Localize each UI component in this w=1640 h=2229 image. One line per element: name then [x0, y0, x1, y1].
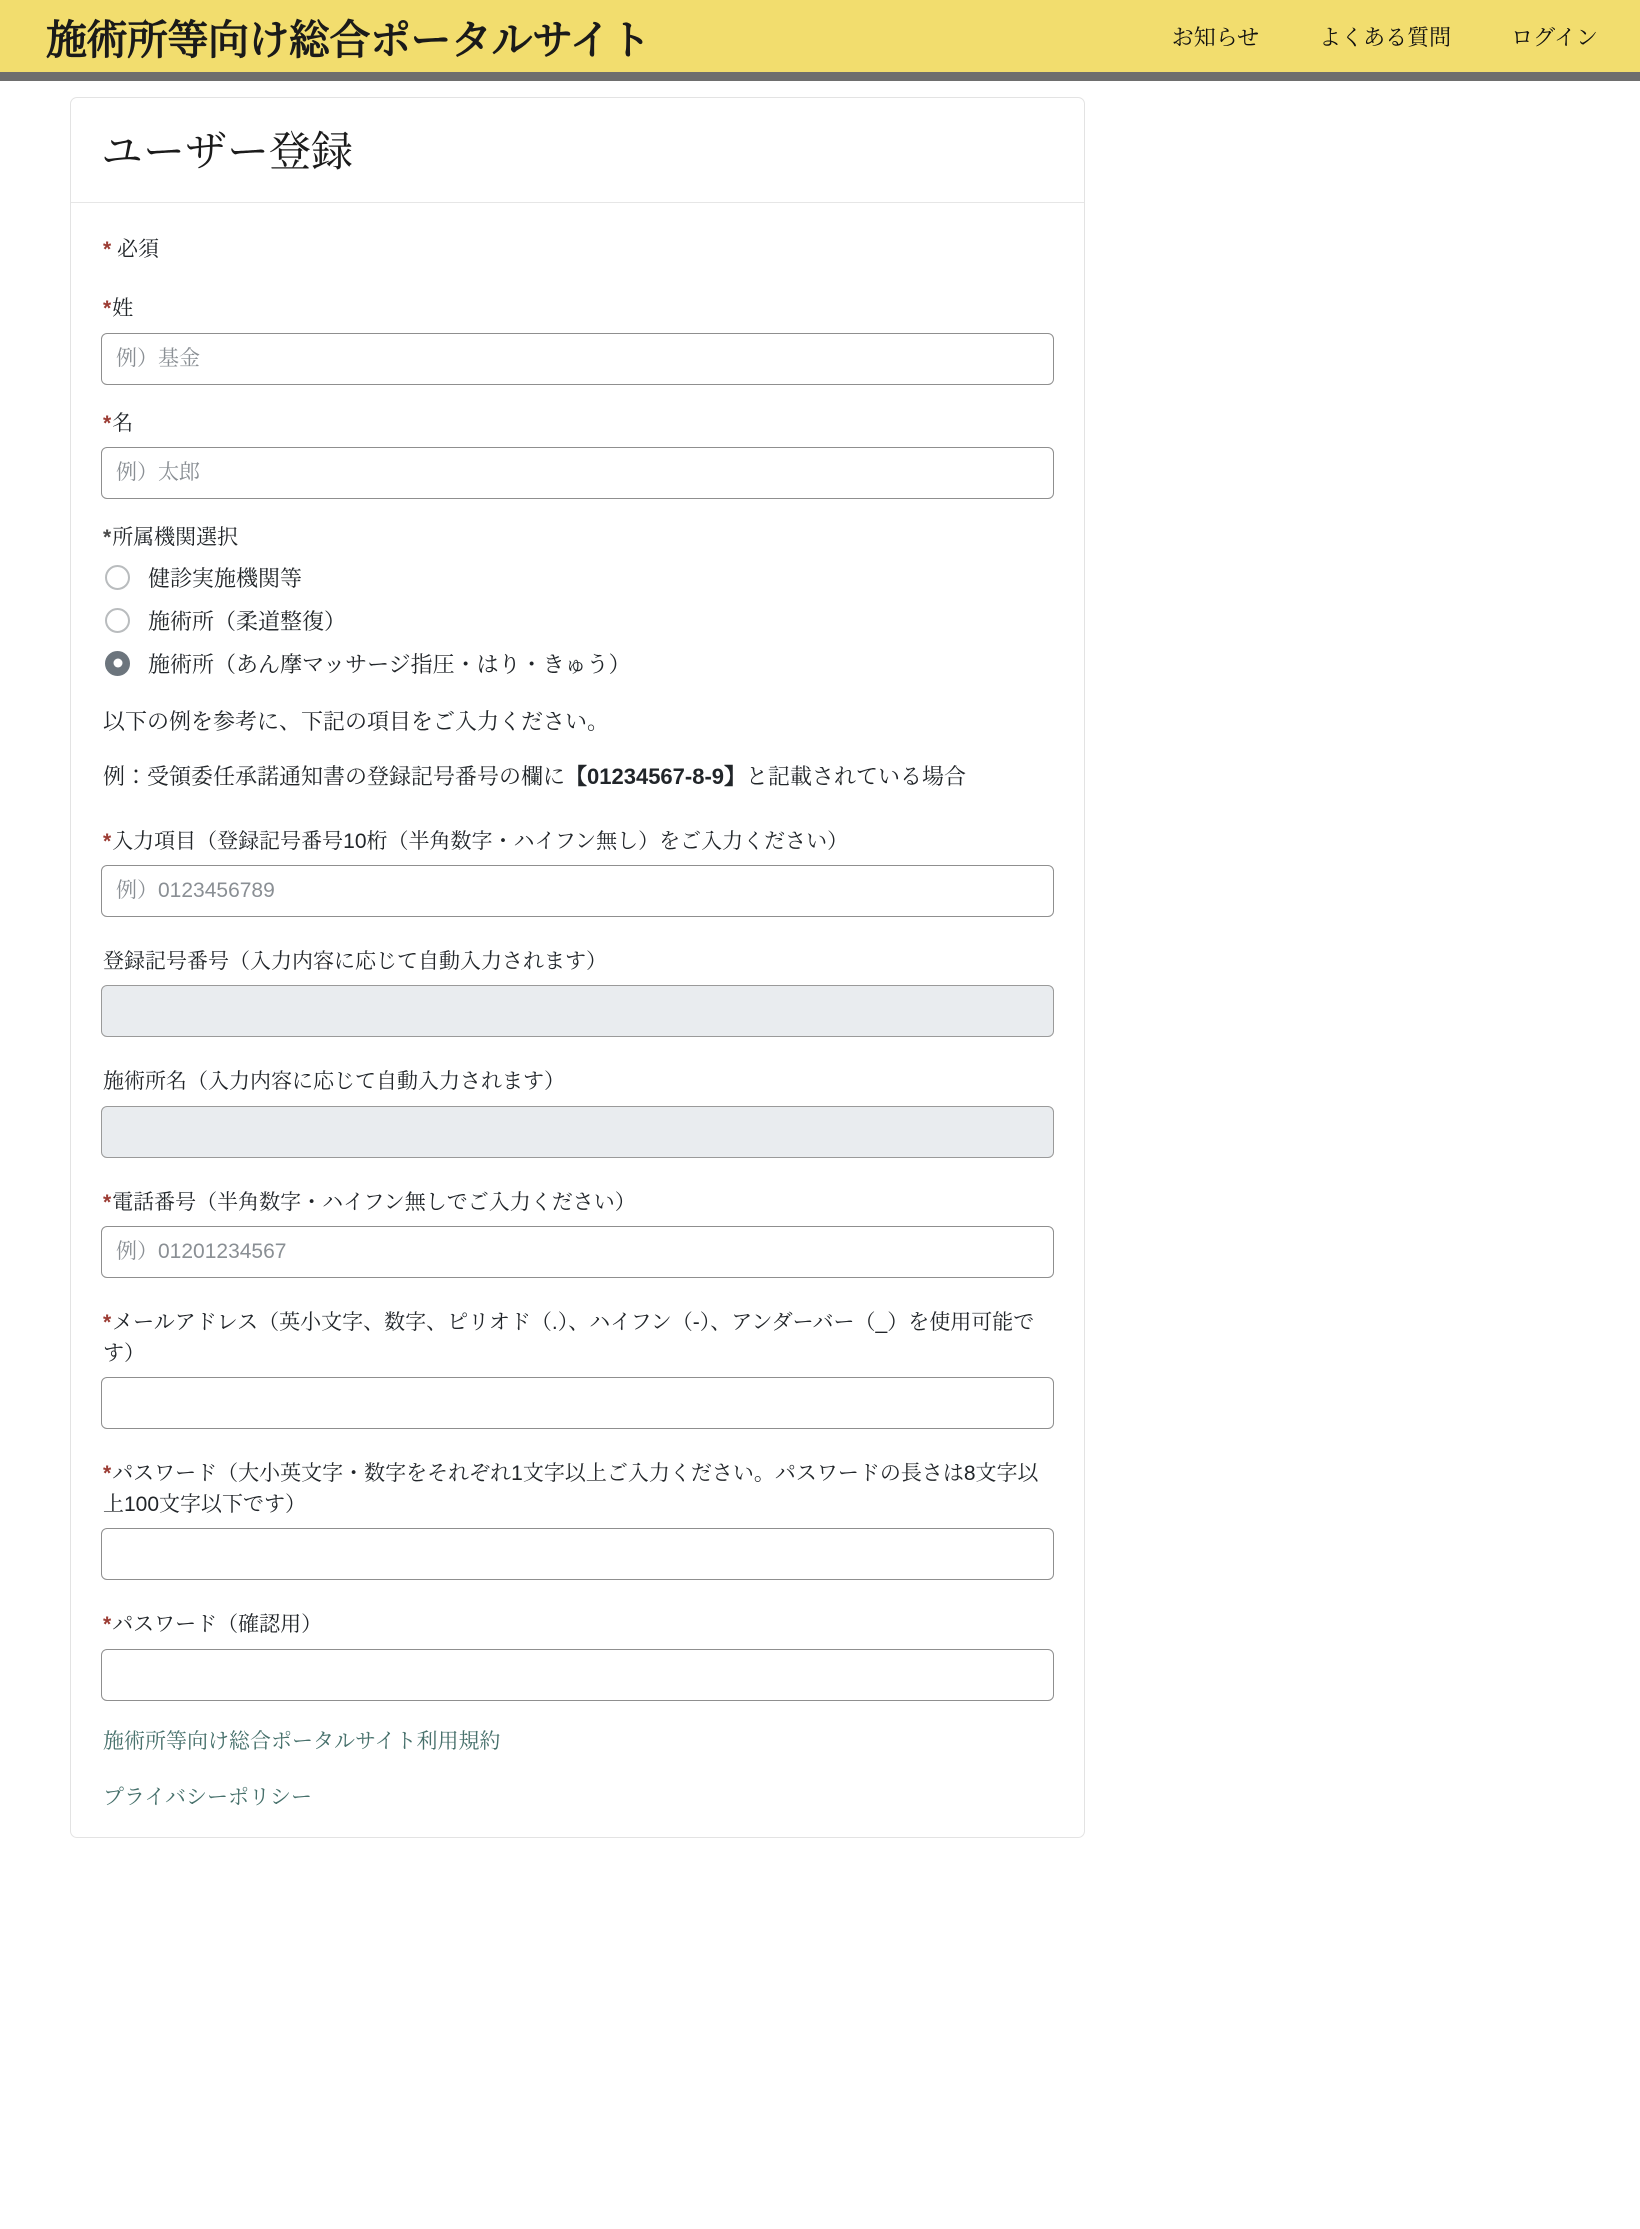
header-nav	[1172, 21, 1598, 52]
field-first-name	[101, 409, 1054, 499]
required-legend	[103, 239, 1054, 260]
required-asterisk: *	[103, 1311, 112, 1335]
terms-link-row	[103, 1725, 1054, 1755]
terms-of-use-link[interactable]: 施術所等向け総合ポータルサイト利用規約	[103, 1729, 501, 1753]
affiliation-radio-group	[105, 562, 1054, 679]
field-last-name	[101, 294, 1054, 384]
nav-link-news[interactable]: お知らせ	[1171, 24, 1260, 50]
label-registration-input-text: 入力項目（登録記号番号10桁（半角数字・ハイフン無し）をご入力ください）	[112, 829, 849, 853]
label-registration-number: 登録記号番号（入力内容に応じて自動入力されます）	[103, 950, 607, 974]
site-title: 施術所等向け総合ポータルサイト	[46, 16, 651, 63]
registration-form	[71, 203, 1084, 1836]
radio-option-kenshin[interactable]	[105, 562, 1054, 593]
registration-number-input[interactable]	[101, 985, 1054, 1037]
field-password-confirm	[101, 1610, 1054, 1700]
field-affiliation	[101, 523, 1054, 678]
required-asterisk: *	[103, 1613, 112, 1637]
radio-circle-selected-icon[interactable]	[105, 651, 130, 676]
label-registration-input	[103, 827, 1054, 857]
field-password	[101, 1459, 1054, 1580]
required-asterisk: *	[103, 829, 112, 853]
explain-line-2	[103, 760, 1054, 793]
radio-option-anma[interactable]	[105, 648, 1054, 679]
required-asterisk: *	[103, 297, 112, 321]
first-name-input[interactable]	[101, 447, 1054, 499]
privacy-link-row	[103, 1781, 1054, 1811]
label-first-name-text: 名	[112, 411, 134, 435]
field-clinic-name	[101, 1067, 1054, 1157]
field-phone	[101, 1188, 1054, 1278]
required-legend-label: 必須	[117, 238, 160, 262]
radio-option-judo[interactable]	[105, 605, 1054, 636]
label-first-name	[103, 409, 1054, 439]
page-title: ユーザー登録	[101, 128, 354, 175]
label-password-confirm	[103, 1610, 1054, 1640]
label-password-text: パスワード（大小英文字・数字をそれぞれ1文字以上ご入力ください。パスワードの長さは8文字以上100文字以下です）	[103, 1462, 1039, 1516]
card-header	[71, 98, 1084, 203]
field-email	[101, 1308, 1054, 1429]
radio-circle-icon[interactable]	[105, 608, 130, 633]
required-asterisk: *	[103, 238, 112, 262]
explain-line-2-number: 【01234567-8-9】	[565, 763, 747, 789]
password-field[interactable]	[101, 1528, 1054, 1580]
header-divider	[0, 72, 1640, 81]
label-affiliation-text: 所属機関選択	[112, 526, 239, 550]
registration-card	[70, 97, 1085, 1838]
explain-line-2-post: と記載されている場合	[746, 763, 967, 789]
email-field[interactable]	[101, 1377, 1054, 1429]
site-header	[0, 0, 1640, 72]
radio-label-anma: 施術所（あん摩マッサージ指圧・はり・きゅう）	[148, 651, 631, 677]
radio-circle-icon[interactable]	[105, 565, 130, 590]
privacy-policy-link[interactable]: プライバシーポリシー	[103, 1785, 312, 1809]
radio-label-judo: 施術所（柔道整復）	[148, 608, 347, 634]
radio-label-kenshin: 健診実施機関等	[148, 565, 303, 591]
label-phone-text: 電話番号（半角数字・ハイフン無しでご入力ください）	[112, 1190, 636, 1214]
label-password-confirm-text: パスワード（確認用）	[112, 1613, 323, 1637]
page-wrap	[0, 81, 1640, 1838]
field-registration-number	[101, 947, 1054, 1037]
explain-line-1: 以下の例を参考に、下記の項目をご入力ください。	[103, 708, 610, 734]
label-clinic-name: 施術所名（入力内容に応じて自動入力されます）	[103, 1070, 565, 1094]
label-password	[103, 1459, 1054, 1520]
clinic-name-input[interactable]	[101, 1106, 1054, 1158]
required-asterisk: *	[103, 1462, 112, 1486]
label-email-text: メールアドレス（英小文字、数字、ピリオド（.）、ハイフン（-）、アンダーバー（_）を使用可能です）	[103, 1311, 1035, 1365]
label-email	[103, 1308, 1054, 1369]
required-asterisk: *	[103, 411, 112, 435]
last-name-input[interactable]	[101, 333, 1054, 385]
required-asterisk: *	[103, 1190, 112, 1214]
password-confirm-field[interactable]	[101, 1649, 1054, 1701]
label-phone	[103, 1188, 1054, 1218]
registration-input[interactable]	[101, 865, 1054, 917]
field-registration-input	[101, 827, 1054, 917]
required-asterisk: *	[103, 526, 112, 550]
label-last-name	[103, 294, 1054, 324]
label-affiliation	[103, 523, 1054, 553]
explain-line-2-pre: 例：受領委任承諾通知書の登録記号番号の欄に	[103, 763, 566, 789]
nav-link-login[interactable]: ログイン	[1511, 24, 1598, 50]
phone-input[interactable]	[101, 1226, 1054, 1278]
nav-link-faq[interactable]: よくある質問	[1319, 24, 1452, 50]
label-last-name-text: 姓	[112, 297, 134, 321]
